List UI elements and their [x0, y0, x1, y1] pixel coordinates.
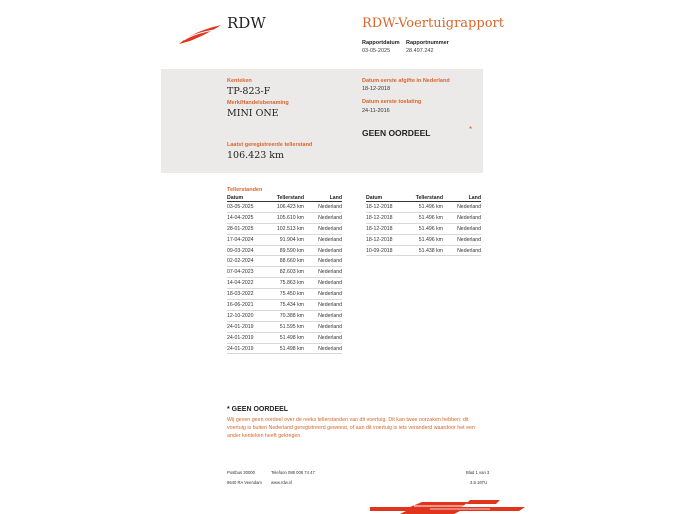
report-date: [362, 40, 400, 54]
cell-country: Nederland: [443, 245, 481, 256]
cell-reading: 51.595 km: [269, 321, 304, 332]
table-row: [227, 310, 342, 321]
table-header-row: [366, 194, 481, 202]
cell-reading: 106.423 km: [269, 202, 304, 213]
make-value: MINI ONE: [227, 108, 279, 119]
cell-date: 18-12-2018: [366, 212, 408, 223]
readings-table-right: [366, 194, 481, 256]
cell-reading: 89.590 km: [269, 245, 304, 256]
nl-date-value: 18-12-2018: [362, 86, 391, 92]
table-row: [227, 332, 342, 343]
col-country: Land: [304, 194, 342, 202]
cell-country: Nederland: [304, 223, 342, 234]
cell-reading: 75.450 km: [269, 289, 304, 300]
cell-reading: 51.498 km: [269, 332, 304, 343]
report-date-label: Rapportdatum: [362, 40, 400, 46]
table-row: [227, 202, 342, 213]
cell-reading: 51.438 km: [408, 245, 443, 256]
plate-value: TP-823-F: [227, 86, 271, 97]
cell-date: 24-01-2019: [227, 343, 269, 354]
readings-table-left: [227, 194, 342, 354]
first-admission-label: Datum eerste toelating: [362, 99, 422, 105]
verdict-asterisk: *: [469, 125, 473, 134]
plate-label: Kenteken: [227, 78, 252, 84]
odometer-value: 106.423 km: [227, 150, 285, 161]
report-title: RDW-Voertuigrapport: [362, 16, 504, 31]
cell-country: Nederland: [304, 321, 342, 332]
cell-date: 09-03-2024: [227, 245, 269, 256]
cell-country: Nederland: [304, 310, 342, 321]
table-row: [366, 212, 481, 223]
table-row: [227, 289, 342, 300]
footer-city: 9640 RA Veendam: [227, 480, 262, 485]
cell-date: 03-05-2025: [227, 202, 269, 213]
cell-country: Nederland: [304, 245, 342, 256]
table-row: [227, 343, 342, 354]
cell-reading: 105.610 km: [269, 212, 304, 223]
cell-date: 28-01-2025: [227, 223, 269, 234]
footer-website: www.rdw.nl: [271, 480, 292, 485]
verdict: GEEN OORDEEL: [362, 128, 431, 138]
table-row: [366, 245, 481, 256]
cell-country: Nederland: [304, 234, 342, 245]
cell-country: Nederland: [304, 278, 342, 289]
table-row: [227, 267, 342, 278]
footer-postbus: Postbus 30000: [227, 470, 255, 475]
cell-country: Nederland: [304, 267, 342, 278]
table-row: [227, 256, 342, 267]
cell-date: 18-12-2018: [366, 223, 408, 234]
col-reading: Tellerstand: [408, 194, 443, 202]
panel-corner: [161, 166, 168, 173]
cell-reading: 51.496 km: [408, 202, 443, 213]
table-row: [227, 300, 342, 311]
cell-date: 02-02-2024: [227, 256, 269, 267]
rdw-logo-icon: [178, 22, 222, 46]
cell-country: Nederland: [443, 223, 481, 234]
cell-reading: 91.904 km: [269, 234, 304, 245]
cell-country: Nederland: [304, 212, 342, 223]
table-row: [366, 223, 481, 234]
table-header-row: [227, 194, 342, 202]
table-row: [366, 202, 481, 213]
report-number-value: 28.497.242: [406, 48, 434, 54]
cell-reading: 70.388 km: [269, 310, 304, 321]
cell-country: Nederland: [443, 202, 481, 213]
cell-reading: 51.496 km: [408, 212, 443, 223]
cell-date: 17-04-2024: [227, 234, 269, 245]
cell-date: 24-01-2019: [227, 332, 269, 343]
report-number: [406, 40, 449, 54]
footer-code: 3.8.16TU: [470, 480, 488, 485]
cell-date: 18-12-2018: [366, 202, 408, 213]
col-date: Datum: [366, 194, 408, 202]
cell-date: 18-12-2018: [366, 234, 408, 245]
cell-reading: 51.496 km: [408, 223, 443, 234]
note-title: * GEEN OORDEEL: [227, 406, 289, 413]
decorative-stripes-icon: [370, 498, 525, 514]
brand-name: RDW: [227, 14, 266, 32]
col-reading: Tellerstand: [269, 194, 304, 202]
cell-country: Nederland: [443, 212, 481, 223]
make-label: Merk/Handelsbenaming: [227, 100, 289, 106]
cell-date: 12-10-2020: [227, 310, 269, 321]
footer-page: Blad 1 van 3: [466, 470, 490, 475]
cell-reading: 75.863 km: [269, 278, 304, 289]
cell-date: 14-04-2025: [227, 212, 269, 223]
cell-country: Nederland: [443, 234, 481, 245]
cell-reading: 51.496 km: [408, 234, 443, 245]
cell-date: 24-01-2019: [227, 321, 269, 332]
cell-reading: 51.498 km: [269, 343, 304, 354]
cell-date: 07-04-2023: [227, 267, 269, 278]
nl-date-label: Datum eerste afgifte in Nederland: [362, 78, 450, 84]
table-row: [227, 212, 342, 223]
cell-date: 18-03-2022: [227, 289, 269, 300]
footer-phone: Telefoon 088 008 74 47: [271, 470, 315, 475]
cell-country: Nederland: [304, 332, 342, 343]
first-admission-value: 24-11-2016: [362, 108, 390, 114]
table-row: [227, 223, 342, 234]
col-date: Datum: [227, 194, 269, 202]
table-row: [366, 234, 481, 245]
table-row: [227, 245, 342, 256]
cell-country: Nederland: [304, 343, 342, 354]
col-country: Land: [443, 194, 481, 202]
report-date-value: 03-05-2025: [362, 48, 391, 54]
note-text: Wij geven geen oordeel over de reeks tellerstanden van dit voertuig. Dit kan twee oorzaken hebben: dit voertuig is buiten Nederland geregistreerd geweest, of aan dit voertuig is iets veranderd waardoor het een ander kenteken heeft gekregen.: [227, 417, 475, 440]
vehicle-summary-panel: [161, 69, 483, 173]
report-number-label: Rapportnummer: [406, 40, 449, 46]
table-row: [227, 278, 342, 289]
cell-date: 14-04-2022: [227, 278, 269, 289]
cell-reading: 75.434 km: [269, 300, 304, 311]
readings-title: Tellerstanden: [227, 187, 263, 193]
cell-country: Nederland: [304, 300, 342, 311]
cell-date: 10-09-2018: [366, 245, 408, 256]
cell-reading: 82.603 km: [269, 267, 304, 278]
cell-country: Nederland: [304, 289, 342, 300]
table-row: [227, 321, 342, 332]
odometer-label: Laatst geregistreerde tellerstand: [227, 142, 313, 148]
cell-country: Nederland: [304, 256, 342, 267]
cell-country: Nederland: [304, 202, 342, 213]
cell-reading: 102.513 km: [269, 223, 304, 234]
cell-date: 16-06-2021: [227, 300, 269, 311]
cell-reading: 88.660 km: [269, 256, 304, 267]
table-row: [227, 234, 342, 245]
